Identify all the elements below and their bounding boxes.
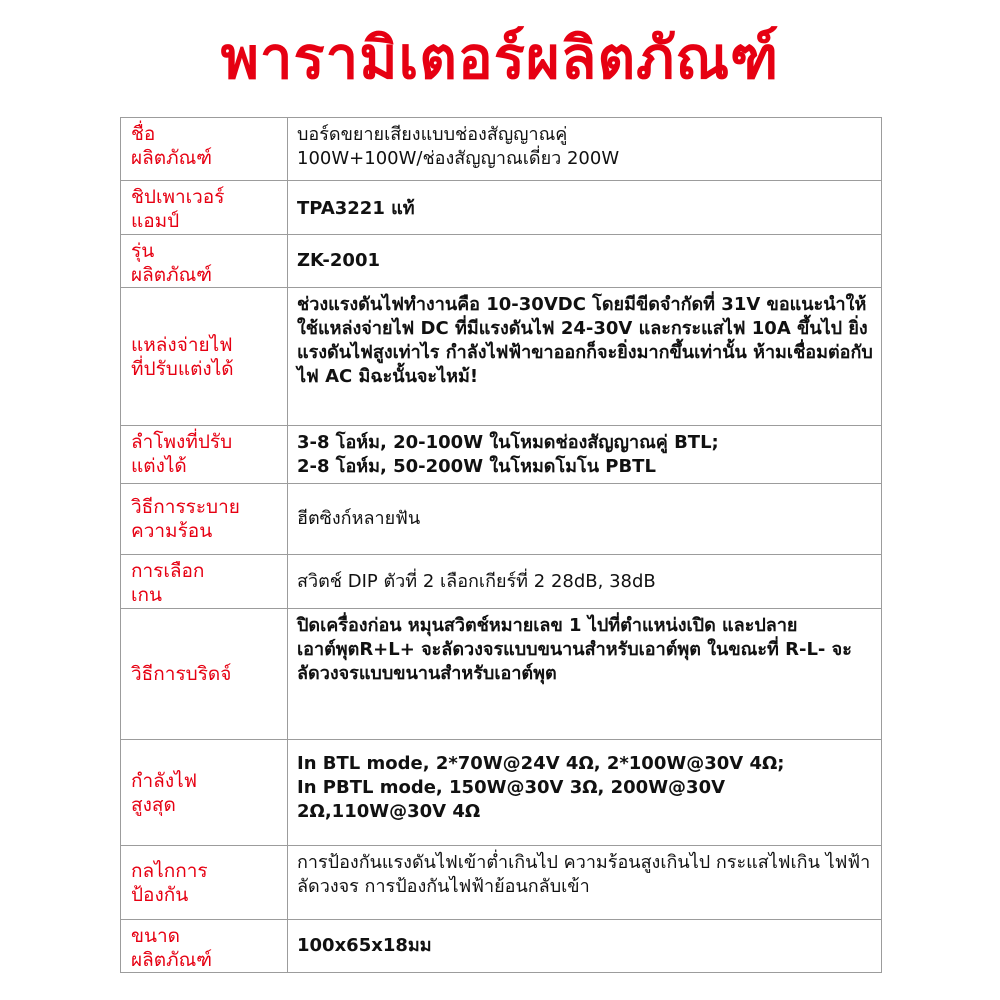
row-label-amp-chip: ชิปเพาเวอร์ แอมป์	[121, 181, 288, 235]
table-row	[121, 846, 882, 920]
row-value-heat-dissipation: ฮีตซิงก์หลายฟัน	[288, 484, 882, 555]
row-label-product-name: ชื่อ ผลิตภัณฑ์	[121, 118, 288, 181]
table-row	[121, 288, 882, 426]
table-row	[121, 555, 882, 609]
row-value-size: 100x65x18มม	[288, 920, 882, 973]
table-row	[121, 181, 882, 235]
row-label-protection: กลไกการ ป้องกัน	[121, 846, 288, 920]
row-label-max-power: กำลังไฟ สูงสุด	[121, 740, 288, 846]
row-label-speaker: ลำโพงที่ปรับ แต่งได้	[121, 426, 288, 484]
table-row	[121, 235, 882, 288]
table-row	[121, 920, 882, 973]
row-value-gain: สวิตช์ DIP ตัวที่ 2 เลือกเกียร์ที่ 2 28dB, 38dB	[288, 555, 882, 609]
row-value-product-name: บอร์ดขยายเสียงแบบช่องสัญญาณคู่ 100W+100W/ช่องสัญญาณเดี่ยว 200W	[288, 118, 882, 181]
row-value-model: ZK-2001	[288, 235, 882, 288]
row-value-amp-chip: TPA3221 แท้	[288, 181, 882, 235]
table-row	[121, 426, 882, 484]
row-label-power-supply: แหล่งจ่ายไฟ ที่ปรับแต่งได้	[121, 288, 288, 426]
table-row	[121, 740, 882, 846]
row-value-protection: การป้องกันแรงดันไฟเข้าต่ำเกินไป ความร้อนสูงเกินไป กระแสไฟเกิน ไฟฟ้าลัดวงจร การป้องกันไฟฟ้าย้อนกลับเข้า	[288, 846, 882, 920]
row-label-heat-dissipation: วิธีการระบาย ความร้อน	[121, 484, 288, 555]
table-row	[121, 609, 882, 740]
table-row	[121, 484, 882, 555]
row-label-model: รุ่น ผลิตภัณฑ์	[121, 235, 288, 288]
row-label-gain: การเลือก เกน	[121, 555, 288, 609]
row-label-size: ขนาด ผลิตภัณฑ์	[121, 920, 288, 973]
row-value-max-power: In BTL mode, 2*70W@24V 4Ω, 2*100W@30V 4Ω; In PBTL mode, 150W@30V 3Ω, 200W@30V 2Ω,110W@30V 4Ω	[288, 740, 882, 846]
table-row	[121, 118, 882, 181]
row-value-speaker: 3-8 โอห์ม, 20-100W ในโหมดช่องสัญญาณคู่ BTL; 2-8 โอห์ม, 50-200W ในโหมดโมโน PBTL	[288, 426, 882, 484]
page-title: พารามิเตอร์ผลิตภัณฑ์	[220, 24, 780, 92]
row-label-bridge: วิธีการบริดจ์	[121, 609, 288, 740]
row-value-power-supply: ช่วงแรงดันไฟทำงานคือ 10-30VDC โดยมีขีดจำกัดที่ 31V ขอแนะนำให้ใช้แหล่งจ่ายไฟ DC ที่มีแรงดันไฟ 24-30V และกระแสไฟ 10A ขึ้นไป ยิ่งแรงดันไฟสูงเท่าไร กำลังไฟฟ้าขาออกก็จะยิ่งมากขึ้นเท่านั้น ห้ามเชื่อมต่อกับไฟ AC มิฉะนั้นจะไหม้!	[288, 288, 882, 426]
row-value-bridge: ปิดเครื่องก่อน หมุนสวิตช์หมายเลข 1 ไปที่ตำแหน่งเปิด และปลายเอาต์พุตR+L+ จะลัดวงจรแบบขนานสำหรับเอาต์พุต ในขณะที่ R-L- จะลัดวงจรแบบขนานสำหรับเอาต์พุต	[288, 609, 882, 740]
spec-table	[120, 117, 882, 973]
